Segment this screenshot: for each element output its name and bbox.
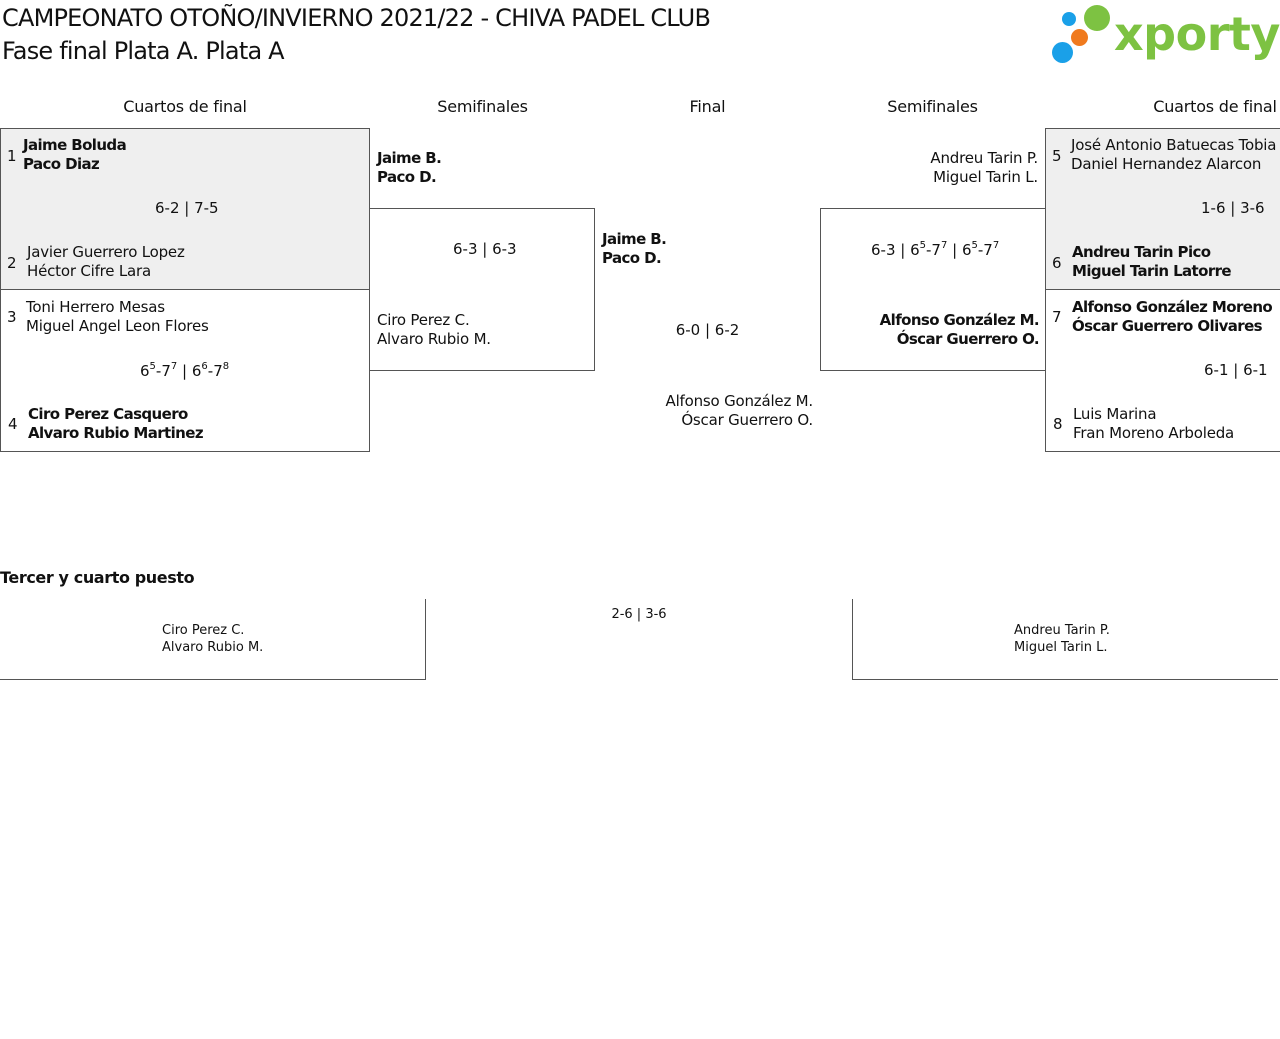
team-player: Alvaro Rubio M. xyxy=(377,330,491,348)
column-heading-semifinals-left: Semifinales xyxy=(437,97,528,116)
logo-dot-green-icon xyxy=(1084,5,1110,31)
seed-number: 4 xyxy=(8,415,18,433)
match-score: 1-6 | 3-6 xyxy=(1201,199,1265,217)
team-player: Alvaro Rubio Martinez xyxy=(28,424,203,442)
team-player: Javier Guerrero Lopez xyxy=(27,243,185,261)
logo-dot-blue-small-icon xyxy=(1062,12,1076,26)
team-player: Andreu Tarin Pico xyxy=(1072,243,1211,261)
team-player: Ciro Perez C. xyxy=(377,311,470,329)
logo-dot-blue-icon xyxy=(1052,42,1073,63)
match-card-qf2[interactable] xyxy=(0,289,370,452)
sf-right-team-a-player: Andreu Tarin P. xyxy=(930,149,1038,167)
match-card-sf-right[interactable] xyxy=(820,208,1046,371)
team-player: Ciro Perez C. xyxy=(162,623,245,638)
match-score: 6-3 | 6-3 xyxy=(453,240,517,258)
match-score: $6^5-7^7$ | $6^6-7^8$ xyxy=(140,361,230,380)
team-player: Miguel Tarin L. xyxy=(1014,640,1108,655)
team-player: Ciro Perez Casquero xyxy=(28,405,188,423)
final-team-b-player: Alfonso González M. xyxy=(665,392,813,410)
column-heading-final: Final xyxy=(689,97,726,116)
seed-number: 1 xyxy=(7,147,17,165)
seed-number: 3 xyxy=(7,308,17,326)
team-player: Jaime Boluda xyxy=(23,136,127,154)
team-player: Paco Diaz xyxy=(23,155,100,173)
page-subtitle: Fase final Plata A. Plata A xyxy=(2,37,284,65)
final-team-a-player: Jaime B. xyxy=(602,230,667,248)
logo-wordmark: xporty xyxy=(1114,7,1280,61)
seed-number: 5 xyxy=(1052,147,1062,165)
team-player: Óscar Guerrero Olivares xyxy=(1072,317,1263,335)
seed-number: 6 xyxy=(1052,254,1062,272)
team-player: Toni Herrero Mesas xyxy=(26,298,165,316)
team-player: Alfonso González Moreno xyxy=(1072,298,1273,316)
final-score: 6-0 | 6-2 xyxy=(675,321,740,339)
team-player: Luis Marina xyxy=(1073,405,1157,423)
match-score: 6-2 | 7-5 xyxy=(155,199,219,217)
column-heading-quarterfinals-right: Cuartos de final xyxy=(1153,97,1277,116)
team-player: Óscar Guerrero O. xyxy=(896,330,1039,348)
third-place-team-b-card[interactable] xyxy=(852,599,1278,680)
logo-dot-orange-icon xyxy=(1071,29,1088,46)
seed-number: 8 xyxy=(1053,415,1063,433)
team-player: Andreu Tarin P. xyxy=(1014,623,1110,638)
match-card-qf3[interactable] xyxy=(1045,128,1280,290)
team-player: Miguel Tarin Latorre xyxy=(1072,262,1232,280)
team-player: Fran Moreno Arboleda xyxy=(1073,424,1235,442)
column-heading-quarterfinals-left: Cuartos de final xyxy=(123,97,247,116)
match-score: 6-1 | 6-1 xyxy=(1204,361,1268,379)
match-card-sf-left[interactable] xyxy=(369,208,595,371)
sf-left-team-a-player: Paco D. xyxy=(377,168,437,186)
seed-number: 2 xyxy=(7,254,17,272)
seed-number: 7 xyxy=(1052,308,1062,326)
final-team-a-player: Paco D. xyxy=(602,249,662,267)
page-title: CAMPEONATO OTOÑO/INVIERNO 2021/22 - CHIVA PADEL CLUB xyxy=(2,4,711,32)
column-heading-semifinals-right: Semifinales xyxy=(887,97,978,116)
third-place-team-a-card[interactable] xyxy=(0,599,426,680)
team-player: Héctor Cifre Lara xyxy=(27,262,152,280)
final-team-b-player: Óscar Guerrero O. xyxy=(681,411,813,429)
sf-left-team-a-player: Jaime B. xyxy=(377,149,442,167)
match-card-qf4[interactable] xyxy=(1045,289,1280,452)
third-place-score: 2-6 | 3-6 xyxy=(611,607,667,622)
team-player: Alfonso González M. xyxy=(879,311,1039,329)
team-player: José Antonio Batuecas Tobia xyxy=(1071,136,1277,154)
match-score: 6-3 | $6^5-7^7$ | $6^5-7^7$ xyxy=(871,240,1000,259)
match-card-qf1[interactable] xyxy=(0,128,370,290)
sf-right-team-a-player: Miguel Tarin L. xyxy=(933,168,1038,186)
xporty-logo[interactable] xyxy=(1052,5,1280,67)
third-place-title: Tercer y cuarto puesto xyxy=(0,568,195,587)
team-player: Alvaro Rubio M. xyxy=(162,640,264,655)
team-player: Miguel Angel Leon Flores xyxy=(26,317,209,335)
team-player: Daniel Hernandez Alarcon xyxy=(1071,155,1262,173)
